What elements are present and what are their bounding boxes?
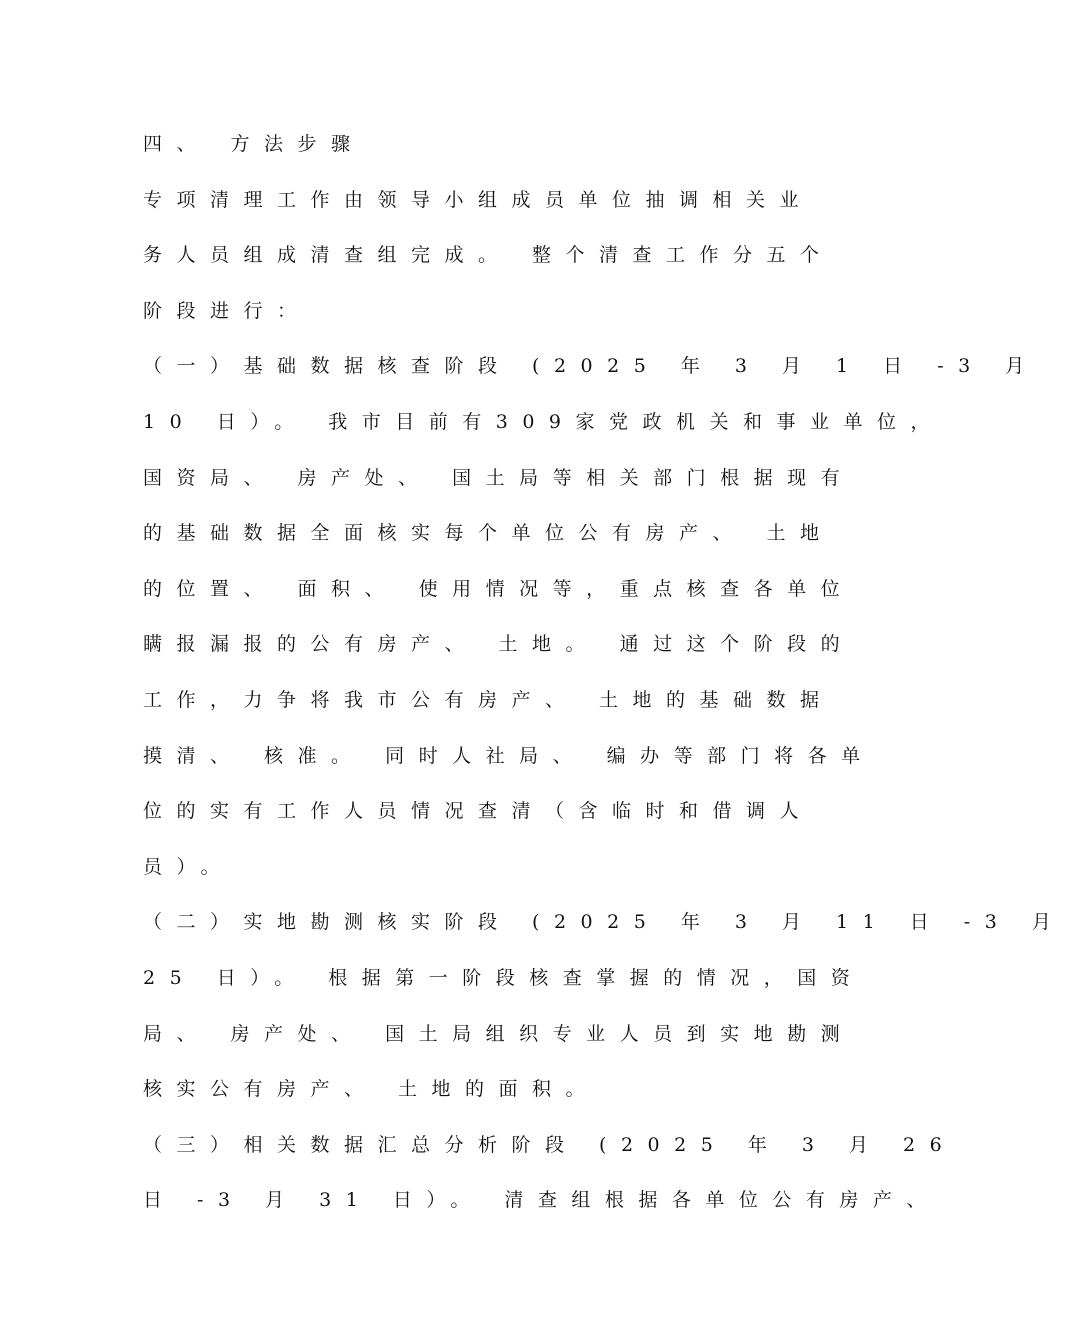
paragraph-line: 位的实有工作人员情况查清（含临时和借调人 bbox=[143, 800, 814, 822]
paragraph-line: 专项清理工作由领导小组成员单位抽调相关业 bbox=[143, 189, 814, 211]
paragraph-line: 员）。 bbox=[143, 856, 235, 878]
paragraph-line: 的位置、 面积、 使用情况等，重点核查各单位 bbox=[143, 578, 855, 600]
paragraph-line: 日 -3 月 31 日）。 清查组根据各单位公有房产、 bbox=[143, 1189, 940, 1211]
stage-one-heading-line: （一）基础数据核查阶段 (2025 年 3 月 1 日 -3 月 bbox=[143, 355, 1039, 377]
paragraph-line: 25 日）。 根据第一阶段核查掌握的情况，国资 bbox=[143, 967, 865, 989]
stage-three-heading-line: （三）相关数据汇总分析阶段 (2025 年 3 月 26 bbox=[143, 1134, 957, 1156]
paragraph-line: 瞒报漏报的公有房产、 土地。 通过这个阶段的 bbox=[143, 633, 855, 655]
paragraph-line: 10 日）。 我市目前有309家党政机关和事业单位， bbox=[143, 411, 945, 433]
paragraph-line: 核实公有房产、 土地的面积。 bbox=[143, 1078, 600, 1100]
paragraph-line: 的基础数据全面核实每个单位公有房产、 土地 bbox=[143, 522, 834, 544]
section-heading: 四、 方法步骤 bbox=[143, 133, 365, 155]
paragraph-line: 局、 房产处、 国土局组织专业人员到实地勘测 bbox=[143, 1023, 855, 1045]
paragraph-line: 国资局、 房产处、 国土局等相关部门根据现有 bbox=[143, 467, 855, 489]
paragraph-line: 务人员组成清查组完成。 整个清查工作分五个 bbox=[143, 244, 834, 266]
paragraph-line: 摸清、 核准。 同时人社局、 编办等部门将各单 bbox=[143, 745, 875, 767]
paragraph-line: 工作，力争将我市公有房产、 土地的基础数据 bbox=[143, 689, 834, 711]
paragraph-line: 阶段进行： bbox=[143, 300, 311, 322]
stage-two-heading-line: （二）实地勘测核实阶段 (2025 年 3 月 11 日 -3 月 bbox=[143, 911, 1065, 933]
